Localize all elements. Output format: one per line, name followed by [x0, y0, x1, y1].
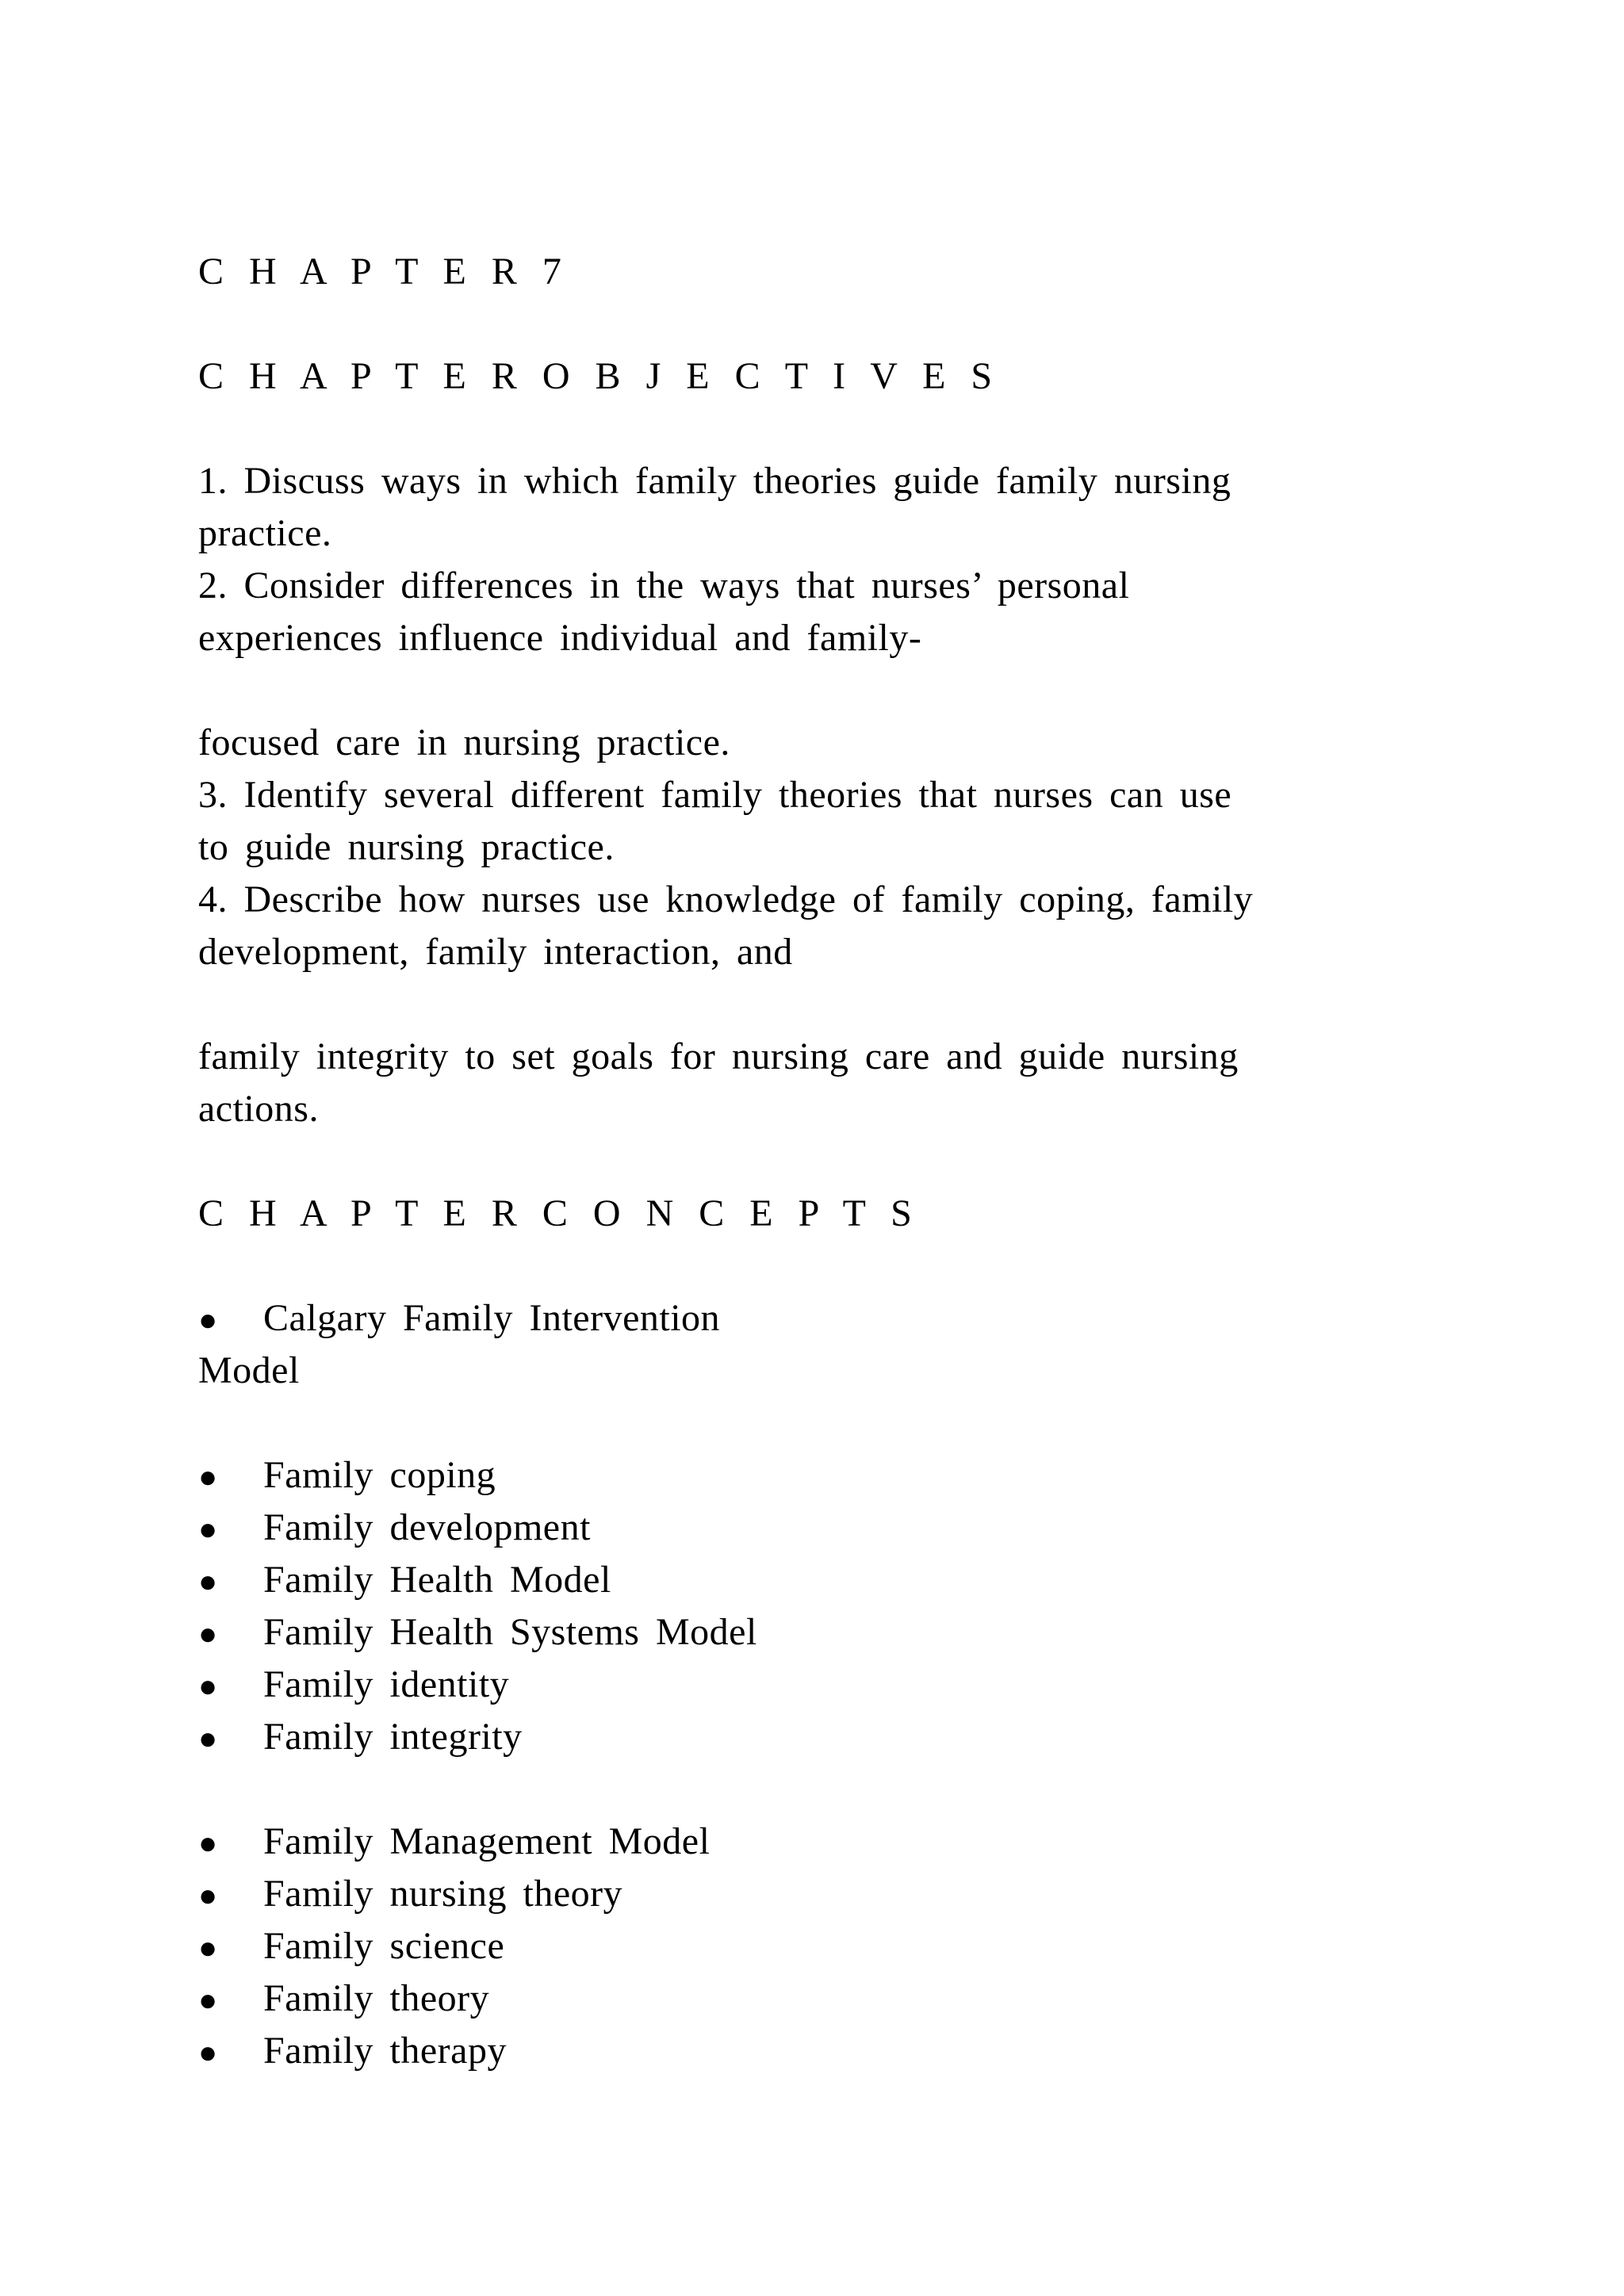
concept-label: Family Health Systems Model: [263, 1611, 757, 1653]
concept-label: Family coping: [263, 1454, 496, 1496]
concept-item: [198, 1711, 523, 1765]
concept-item: [198, 1554, 611, 1608]
objective-line: 4. Describe how nurses use knowledge of family coping, family: [198, 878, 1254, 920]
concept-item: [198, 1292, 720, 1346]
objective-line: focused care in nursing practice.: [198, 721, 730, 763]
concept-item: [198, 1659, 509, 1712]
concept-item: [198, 1868, 622, 1922]
concept-label: Family Management Model: [263, 1820, 710, 1862]
objective-line: development, family interaction, and: [198, 931, 793, 973]
concept-label: Family identity: [263, 1663, 510, 1705]
objective-line: actions.: [198, 1088, 319, 1130]
bullet-icon: ●: [198, 1302, 218, 1337]
concept-item: [198, 1502, 591, 1556]
bullet-icon: ●: [198, 1720, 218, 1756]
concepts-heading: C H A P T E R C O N C E P T S: [198, 1192, 914, 1234]
objective-line: practice.: [198, 512, 332, 554]
objectives-heading: C H A P T E R O B J E C T I V E S: [198, 355, 995, 397]
concept-item: [198, 1973, 489, 2026]
concept-label: Calgary Family Intervention: [263, 1297, 721, 1339]
concept-item: [198, 1920, 504, 1974]
objective-line: 3. Identify several different family theories that nurses can use: [198, 774, 1232, 816]
bullet-icon: ●: [198, 1982, 218, 2018]
concept-item: [198, 1606, 757, 1660]
concept-label: Family Health Model: [263, 1559, 611, 1601]
bullet-icon: ●: [198, 1616, 218, 1651]
bullet-icon: ●: [198, 1930, 218, 1965]
objective-line: experiences influence individual and family-: [198, 617, 922, 659]
objective-line: 1. Discuss ways in which family theories guide family nursing: [198, 460, 1231, 502]
bullet-icon: ●: [198, 1459, 218, 1494]
concept-item: [198, 2025, 507, 2079]
concept-label: Family science: [263, 1925, 505, 1967]
bullet-icon: ●: [198, 1511, 218, 1547]
bullet-icon: ●: [198, 2034, 218, 2070]
bullet-icon: ●: [198, 1825, 218, 1861]
objective-line: 2. Consider differences in the ways that nurses’ personal: [198, 564, 1130, 607]
bullet-icon: ●: [198, 1563, 218, 1599]
concept-item: [198, 1816, 710, 1869]
concept-label: Family nursing theory: [263, 1873, 623, 1915]
concept-label: Family theory: [263, 1977, 490, 2019]
bullet-icon: ●: [198, 1668, 218, 1704]
concept-label: Family development: [263, 1506, 591, 1548]
concept-label-continued: Model: [198, 1349, 300, 1391]
objective-line: to guide nursing practice.: [198, 826, 615, 868]
bullet-icon: ●: [198, 1877, 218, 1913]
objective-line: family integrity to set goals for nursing care and guide nursing: [198, 1035, 1239, 1077]
concept-item: [198, 1449, 496, 1503]
concept-label: Family integrity: [263, 1716, 523, 1758]
chapter-label: C H A P T E R 7: [198, 251, 564, 293]
concept-label: Family therapy: [263, 2030, 507, 2072]
